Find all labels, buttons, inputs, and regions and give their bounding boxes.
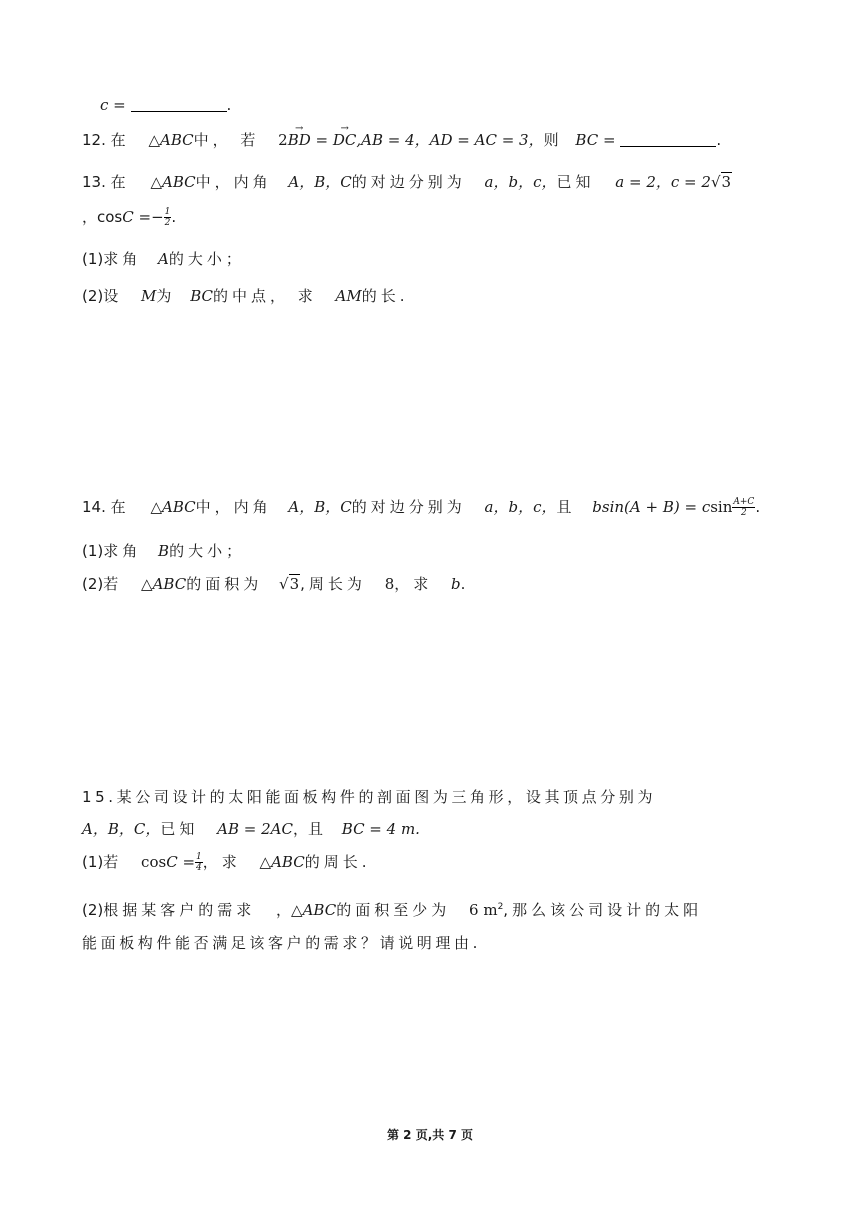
q13-p1-text-1: 求角 — [103, 250, 142, 268]
q13-sides: a，b，c， — [484, 173, 557, 191]
q15-text-2: ，且 — [292, 820, 323, 838]
q15-vertices: A，B，C， — [82, 820, 161, 838]
q13-p2-var: M — [141, 287, 157, 305]
q11-answer-blank — [131, 97, 227, 112]
triangle-symbol: △ — [150, 498, 162, 516]
q11-answer-line — [100, 94, 231, 116]
q13-cos-var: C — [122, 208, 134, 226]
q15-p2-text-1: 根据某客户的需求 — [103, 901, 256, 919]
q12-text-2: 中， 若 — [193, 131, 260, 149]
q15-last-text: 能面板构件能否满足该客户的需求？请说明理由. — [82, 934, 481, 952]
q13-number: 13. — [82, 173, 106, 191]
q13-p2-text-1: 设 — [103, 287, 123, 305]
q12-condition: ,AB = 4，AD = AC = 3， — [356, 131, 544, 149]
question-15 — [82, 786, 656, 808]
q12-text-1: 在 — [110, 131, 130, 149]
q14-part-2 — [82, 573, 465, 595]
q13-abc: ABC — [161, 173, 196, 191]
q13-cos-end: . — [171, 208, 177, 226]
q13-cos-prefix: ，cos — [82, 208, 123, 226]
q12-text-3: 则 — [543, 131, 559, 149]
q13-cos-line — [82, 206, 176, 228]
q14-eq-mid: sin(A + B) = c — [601, 498, 711, 516]
q14-abc: ABC — [161, 498, 196, 516]
q13-text-4: 已知 — [556, 173, 595, 191]
q12-bc: BC = — [575, 131, 616, 149]
triangle-symbol: △ — [259, 853, 272, 871]
q12-end: . — [716, 131, 722, 149]
q15-p2-label: (2) — [82, 901, 104, 919]
q13-vertices: A，B，C — [288, 173, 352, 191]
q15-p1-cos: cos — [141, 853, 167, 871]
question-14 — [82, 496, 760, 518]
q15-p1-text-1: 若 — [103, 853, 123, 871]
q13-p2-bc: BC — [190, 287, 213, 305]
q12-answer-blank — [620, 132, 716, 147]
q13-p1-var: A — [158, 250, 169, 268]
q14-sides: a，b，c， — [484, 498, 557, 516]
q12-number: 12. — [82, 131, 106, 149]
q13-text-2: 中，内角 — [195, 173, 272, 191]
sqrt-symbol: √3 — [710, 173, 732, 191]
q15-p2-text-4: ,那么该公司设计的太阳 — [503, 901, 703, 919]
q13-text-3: 的对边分别为 — [351, 173, 466, 191]
triangle-symbol: △ — [150, 173, 162, 191]
q14-p2-text-2: 的面积为 — [186, 575, 263, 593]
q15-p2-text-3: 的面积至少为 — [336, 901, 451, 919]
q14-p1-text-1: 求角 — [103, 542, 142, 560]
q15-p2-unit-exp: 2 — [497, 902, 504, 912]
q11-lhs: c = — [100, 96, 126, 114]
q14-part-1 — [82, 540, 245, 562]
q14-eq-sin: sin — [710, 498, 733, 516]
q14-p2-abc: ABC — [152, 575, 187, 593]
q14-fraction: $\frac{A+C}{2}$ — [733, 497, 755, 518]
q14-text-4: 且 — [556, 498, 572, 516]
q15-p1-abc: ABC — [271, 853, 305, 871]
q15-p2-abc: ABC — [302, 901, 337, 919]
q11-end: . — [226, 96, 232, 114]
q13-p2-label: (2) — [82, 287, 104, 305]
q14-text-2: 中，内角 — [195, 498, 272, 516]
sqrt-symbol: √3 — [279, 575, 300, 593]
q13-p2-text-3: 的中点， 求 — [212, 287, 317, 305]
q15-p2-text-2: ，△ — [276, 901, 303, 919]
q15-eq-1: AB = 2AC — [217, 820, 293, 838]
q14-eq-end: . — [755, 498, 761, 516]
q13-part-1 — [82, 248, 245, 270]
q15-part-1 — [82, 851, 371, 873]
triangle-symbol: △ — [141, 575, 153, 593]
vector-arrow-icon: → — [340, 123, 349, 134]
q13-p1-text-2: 的大小； — [168, 250, 245, 268]
q14-p1-label: (1) — [82, 542, 104, 560]
q14-p1-var: B — [158, 542, 170, 560]
q15-fraction: $\frac{1}{4}$ — [196, 852, 202, 873]
q14-p2-end: . — [460, 575, 466, 593]
q13-p2-am: AM — [335, 287, 362, 305]
question-13 — [82, 171, 732, 193]
q14-p2-label: (2) — [82, 575, 104, 593]
q13-p2-text-4: 的长. — [361, 287, 409, 305]
q15-text-1: 已知 — [160, 820, 199, 838]
q13-condition: a = 2，c = 2 — [615, 173, 711, 191]
q13-text-1: 在 — [110, 173, 130, 191]
q12-abc: ABC — [159, 131, 194, 149]
vector-bd: → BD — [288, 129, 311, 151]
page-footer: 第 2 页,共 7 页 — [387, 1128, 473, 1142]
q15-line-2 — [82, 818, 420, 840]
q15-eq-2: BC = 4 m. — [341, 820, 420, 838]
q15-p1-text-3: 的周长. — [304, 853, 371, 871]
q15-p1-eq: = — [177, 853, 196, 871]
q14-eq-lhs: b — [592, 498, 602, 516]
vector-arrow-icon: → — [295, 123, 304, 134]
q14-p2-perimeter: 8 — [384, 575, 395, 593]
q14-vertices: A，B，C — [288, 498, 352, 516]
q15-p2-area: 6 m — [469, 901, 498, 919]
q14-p2-text-3: ,周长为 — [300, 575, 366, 593]
triangle-symbol: △ — [148, 131, 160, 149]
q12-coef: 2 — [278, 131, 288, 149]
vector-dc: → DC — [333, 129, 357, 151]
q13-p1-label: (1) — [82, 250, 104, 268]
q14-p2-var: b — [451, 575, 461, 593]
q15-last-line — [82, 932, 481, 954]
q13-fraction: $\frac{1}{2}$ — [164, 207, 171, 228]
q14-text-3: 的对边分别为 — [351, 498, 466, 516]
q14-text-1: 在 — [110, 498, 130, 516]
q13-p2-text-2: 为 — [156, 287, 172, 305]
q15-p1-var: C — [166, 853, 178, 871]
q14-p2-text-4: ，求 — [394, 575, 433, 593]
q15-p1-label: (1) — [82, 853, 104, 871]
q15-part-2 — [82, 896, 702, 921]
q15-line-1: 15.某公司设计的太阳能面板构件的剖面图为三角形，设其顶点分别为 — [82, 788, 657, 806]
q13-cos-eq: =− — [133, 208, 164, 226]
q15-p1-text-2: ，求 — [202, 853, 241, 871]
q12-eq: = — [310, 131, 333, 149]
q14-number: 14. — [82, 498, 106, 516]
q14-p1-text-2: 的大小； — [169, 542, 246, 560]
question-12 — [82, 123, 722, 151]
q13-part-2 — [82, 285, 409, 307]
q14-p2-text-1: 若 — [103, 575, 123, 593]
